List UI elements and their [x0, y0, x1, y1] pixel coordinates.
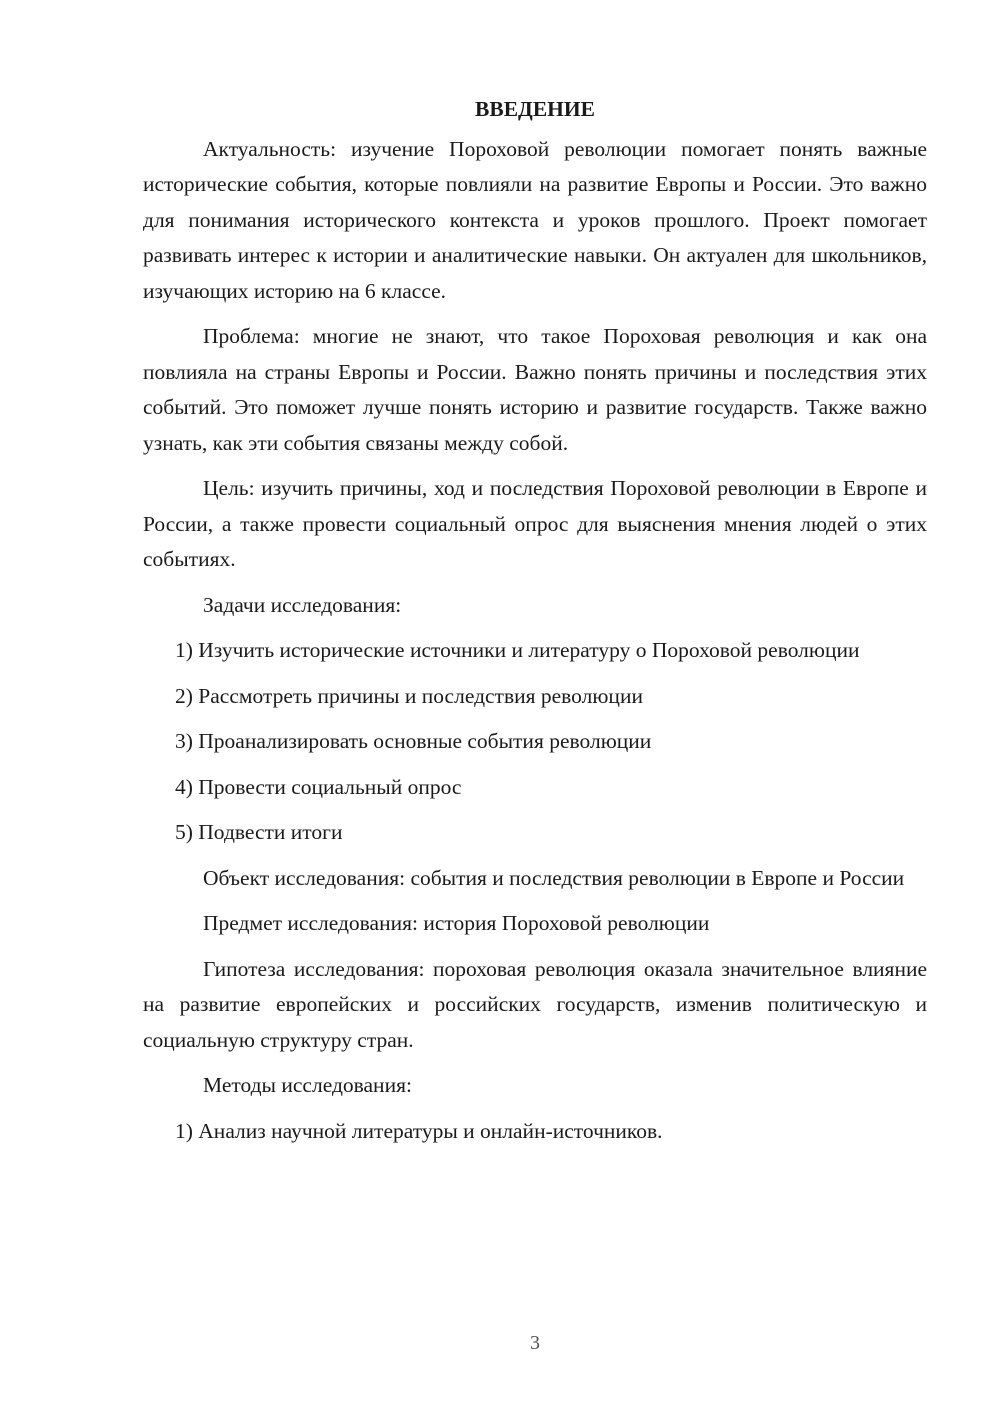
- task-item-5: 5) Подвести итоги: [175, 820, 343, 844]
- section-title: ВВЕДЕНИЕ: [475, 97, 595, 121]
- subject-paragraph: Предмет исследования: история Пороховой революции: [203, 911, 710, 935]
- tasks-heading: Задачи исследования:: [203, 592, 402, 617]
- object-paragraph: Объект исследования: события и последствия революции в Европе и России: [203, 865, 905, 890]
- hypothesis-paragraph: Гипотеза исследования: пороховая революция оказала значительное влияние на развитие европейских и российских государств, изменив политическую и социальную структуру стран.: [143, 956, 927, 1052]
- task-item-1: 1) Изучить исторические источники и литературу о Пороховой революции: [175, 638, 860, 662]
- task-item-4: 4) Провести социальный опрос: [175, 774, 462, 799]
- document-page: [143, 92, 927, 1159]
- relevance-paragraph: Актуальность: изучение Пороховой революции помогает понять важные исторические события, которые повлияли на развитие Европы и России. Это важно для понимания исторического контекста и уроков прошлого. Проект помогает развивать интерес к истории и аналитические навыки. Он актуален для школьников, изучающих историю на 6 классе.: [143, 136, 927, 303]
- method-item-1: 1) Анализ научной литературы и онлайн-источников.: [175, 1118, 663, 1143]
- goal-paragraph: Цель: изучить причины, ход и последствия Пороховой революции в Европе и России, а также провести социальный опрос для выяснения мнения людей о этих событиях.: [143, 476, 927, 571]
- methods-heading: Методы исследования:: [203, 1073, 412, 1097]
- task-item-2: 2) Рассмотреть причины и последствия революции: [175, 683, 643, 708]
- task-item-3: 3) Проанализировать основные события революции: [175, 729, 652, 753]
- page-number: 3: [530, 1332, 540, 1354]
- problem-paragraph: Проблема: многие не знают, что такое Пороховая революция и как она повлияла на страны Европы и России. Важно понять причины и последствия этих событий. Это поможет лучше понять историю и развитие государств. Также важно узнать, как эти события связаны между собой.: [143, 324, 927, 455]
